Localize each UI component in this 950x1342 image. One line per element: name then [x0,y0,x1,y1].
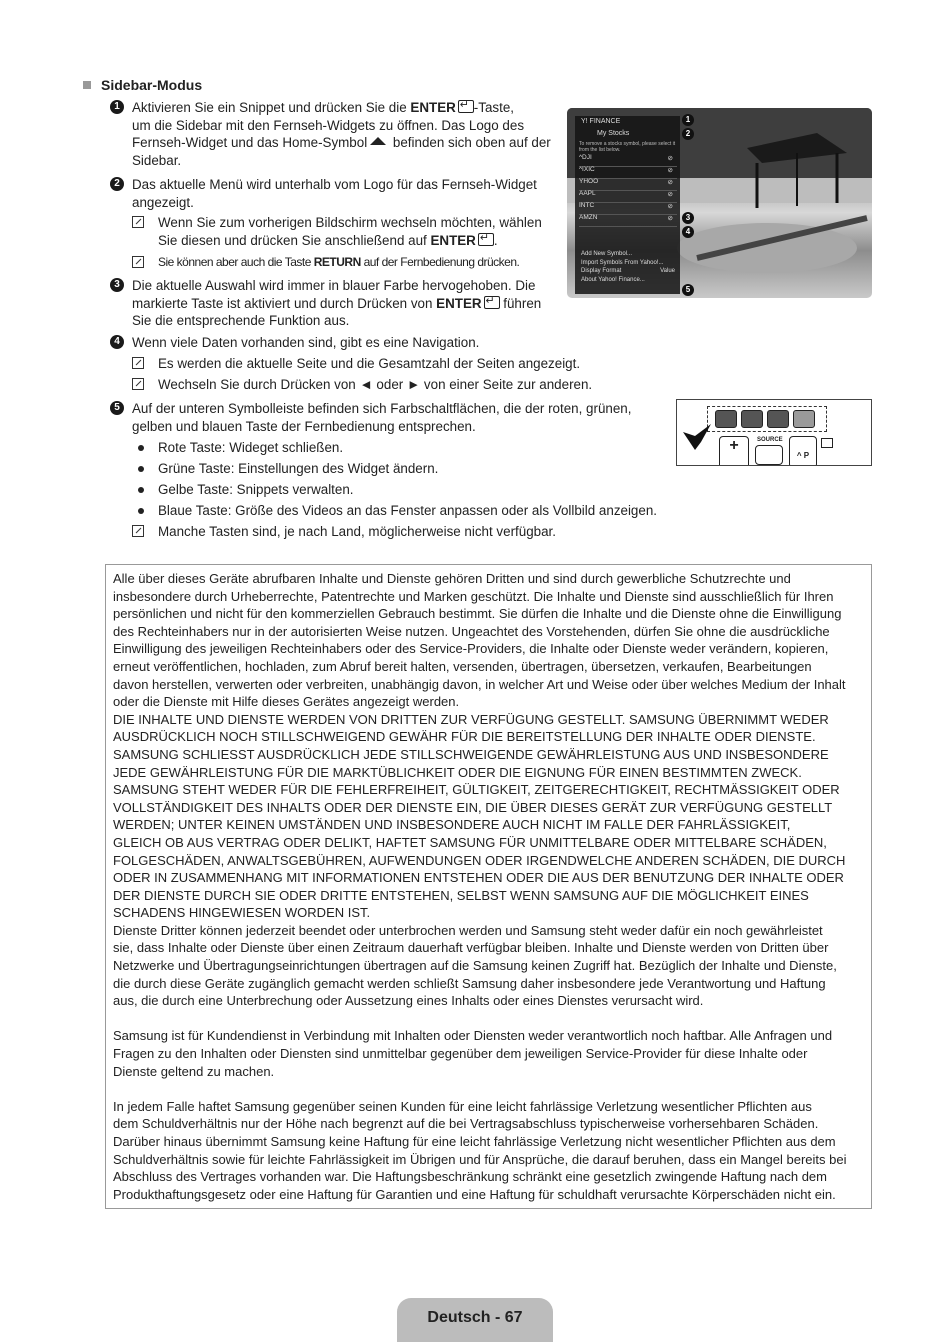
ticker-row: ^IXIC ⊘ [579,166,677,179]
note: Es werden die aktuelle Seite und die Gesamtzahl der Seiten angezeigt. [132,355,652,373]
enter-icon [478,233,494,246]
disclaimer-paragraph-1: Alle über dieses Geräte abrufbaren Inhalte und Dienste gehören Dritten und sind durch gewerbliche Schutzrechte und insbesondere durch Urheberrechte, Patentrechte und Marken geschützt. Die Inhalte und Dienste sind ausschließlich für Ihren persönlichen und nicht für den kommerziellen Gebrauch bestimmt. Sie dürfen die Inhalte und die Dienste ohne die Einwilligung des Rechteinhabers nur in der autorisierten Weise nutzen. Ungeachtet des Vorstehenden, dürfen Sie ohne die ausdrückliche Einwilligung des jeweiligen Rechteinhabers oder des Service-Providers, die Inhalte oder Dienste weder verändern, kopieren, erneut veröffentlichen, hochladen, zum Abruf bereit halten, versenden, übertragen, übersetzen, verkaufen, Bearbeitungen davon herstellen, verwerten oder verbreiten, unabhängig davon, in welcher Art und Weise oder über welches Medium der Inhalt oder die Dienste mit Hilfe dieses Gerätes angezeigt werden. [113,571,846,710]
square-bullet-icon [83,81,91,89]
remove-icon: ⊘ [667,179,673,186]
remove-icon: ⊘ [667,167,673,174]
enter-icon [458,100,474,113]
note: Wechseln Sie durch Drücken von ◄ oder ► von einer Seite zur anderen. [132,376,652,394]
callout-4: 4 [682,226,694,238]
step-4: 4 Wenn viele Daten vorhanden sind, gibt es eine Navigation. [110,334,610,352]
legal-disclaimer-box [105,564,872,1209]
note-icon [132,357,144,369]
volume-plus-button: + [719,436,749,466]
source-button [755,445,783,465]
page-footer: Deutsch - 67 [397,1298,553,1342]
home-icon [370,137,386,145]
red-button [715,410,737,428]
step-number-1: 1 [110,100,124,114]
ticker-row: YHOO ⊘ [579,178,677,191]
section-title: Sidebar-Modus [83,77,202,93]
callout-2: 2 [682,128,694,140]
callout-3: 3 [682,212,694,224]
pointer-arrow-icon [681,422,713,452]
note-icon [132,256,144,268]
channel-up-button: ^ P [789,436,817,466]
note-icon [132,525,144,537]
list-item: Blaue Taste: Größe des Videos an das Fenster anpassen oder als Vollbild anzeigen. [138,502,698,519]
disclaimer-paragraph-2: DIE INHALTE UND DIENSTE WERDEN VON DRITTEN ZUR VERFÜGUNG GESTELLT. SAMSUNG ÜBERNIMMT WEDER AUSDRÜCKLICH NOCH STILLSCHWEIGEND GEWÄHR FÜR DIE BEREITSTELLUNG DER INHALTE ODER DIENSTE. SAMSUNG SCHLIESST AUSDRÜCKLICH JEDE STILLSCHWEIGENDE GEWÄHRLEISTUNG AUS UND INSBESONDERE JEDE GEWÄHRLEISTUNG FÜR DIE MARKTÜBLICHKEIT ODER DIE EIGNUNG FÜR EINEN BESTIMMTEN ZWECK. SAMSUNG STEHT WEDER FÜR DIE FEHLERFREIHEIT, GÜLTIGKEIT, ZEITGERECHTIGKEIT, RECHTMÄSSIGKEIT ODER VOLLSTÄNDIGKEIT DES INHALTS ODER DER DIENSTE EIN, DIE ÜBER DIESES GERÄT ZUR VERFÜGUNG GESTELLT WERDEN; UNTER KEINEN UMSTÄNDEN UND INSBESONDERE AUCH NICHT IM FALLE DER FAHRLÄSSIGKEIT, GLEICH OB AUS VERTRAG ODER DELIKT, HAFTET SAMSUNG FÜR UNMITTELBARE ODER MITTELBARE SCHÄDEN, FOLGESCHÄDEN, ANWALTSGEBÜHREN, AUFWENDUNGEN ODER IRGENDWELCHE ANDEREN SCHÄDEN, DIE DURCH ODER IN ZUSAMMENHANG MIT INFORMATIONEN ENTSTEHEN ODER DIE AUS DER BENUTZUNG DER INHALTE ODER DER DIENSTE DURCH SIE ODER DRITTE ENTSTEHEN, SELBST WENN SAMSUNG AUF DIE MÖGLICHKEIT EINES SCHADENS HINGEWIESEN WORDEN IST. [113,711,846,921]
blue-button [793,410,815,428]
remove-icon: ⊘ [667,191,673,198]
list-item: Gelbe Taste: Snippets verwalten. [138,481,658,498]
note-icon [132,378,144,390]
yellow-button [767,410,789,428]
step-number-5: 5 [110,401,124,415]
ticker-row: AMZN ⊘ [579,214,677,227]
step-1: 1 Aktivieren Sie ein Snippet und drücken Sie die ENTER↵ -Taste, um die Sidebar mit den Fernseh-Widgets zu öffnen. Das Logo des Fernseh-Widget und das Home-Symbol befinden sich oben auf der Sidebar. [110,99,560,169]
remove-icon: ⊘ [667,203,673,210]
step-2: 2 Das aktuelle Menü wird unterhalb vom Logo für das Fernseh-Widget angezeigt. [110,176,560,211]
green-button [741,410,763,428]
note: Sie können aber auch die Taste RETURN auf der Fernbedienung drücken. [132,254,562,272]
widget-footer-menu: Add New Symbol... Import Symbols From Yahoo!... Display Format Value About Yahoo! Finance... [581,251,675,283]
note: Manche Tasten sind, je nach Land, möglicherweise nicht verfügbar. [132,523,672,541]
ticker-row: INTC ⊘ [579,202,677,215]
list-item: Grüne Taste: Einstellungen des Widget ändern. [138,460,658,477]
step-number-4: 4 [110,335,124,349]
remote-control-illustration: + SOURCE ^ P [676,399,872,466]
callout-5: 5 [682,284,694,296]
disclaimer-paragraph-5: In jedem Falle haftet Samsung gegenüber seinen Kunden für eine leicht fahrlässige Verletzung wesentlicher Pflichten aus dem Schuldverhältnis nur der Höhe nach begrenzt auf die bei Vertragsabschluss typischerweise vorhersehbaren Schäden. Darüber hinaus übernimmt Samsung keine Haftung für eine leicht fahrlässige Verletzung nicht wesentlicher Pflichten aus dem Schuldverhältnis sowie für leichte Fahrlässigkeit im Übrigen und für Ansprüche, die darauf beruhen, dass ein Mangel bereits bei Abschluss des Vertrages vorhanden war. Die Haftungsbeschränkung schränkt eine gesetzlich zwingende Haftung nach dem Produkthaftungsgesetz oder eine Haftung für Garantien und eine Haftung für schuldhaft verursachte Körperschäden nicht ein. [113,1098,847,1202]
callout-1: 1 [682,114,694,126]
list-item: Rote Taste: Wideget schließen. [138,439,658,456]
disclaimer-paragraph-3: Dienste Dritter können jederzeit beendet oder unterbrochen werden und Samsung steht weder dafür ein noch gewährleistet sie, dass Inhalte oder Dienste über einen Zeitraum dauerhaft verfügbar bleiben. Inhalte und Dienste werden von Dritten über Netzwerke und Übertragungseinrichtungen übertragen auf die Samsung keinen Zugriff hat. Bezüglich der Inhalte und Dienste, die durch diese Geräte zugänglich gemacht werden schließt Samsung daher insbesondere jede Verantwortung und Haftung aus, die durch eine Unterbrechung oder Aussetzung eines Inhalts oder eines Dienstes verursacht wird. [113,922,837,1009]
step-5: 5 Auf der unteren Symbolleiste befinden sich Farbschaltflächen, die der roten, grünen, gelben und blauen Taste der Fernbedienung entsprechen. [110,400,670,435]
tv-widget-screenshot: Y! FINANCE My Stocks To remove a stocks symbol, please select it from the list below. ^DJI ⊘ ^IXIC ⊘ YHOO ⊘ AAPL ⊘ INTC ⊘ AMZN ⊘ Add New Symbol... Import Symbols From Yahoo!... Display Format Value About Yahoo! Finance... 1 2 3 4 5 [567,108,872,298]
step-number-3: 3 [110,278,124,292]
ticker-row: ^DJI ⊘ [579,154,677,167]
remove-icon: ⊘ [667,155,673,162]
note-icon [132,216,144,228]
step-number-2: 2 [110,177,124,191]
chevron-up-icon: ^ [796,451,802,460]
note: Wenn Sie zum vorherigen Bildschirm wechseln möchten, wählen Sie diesen und drücken Sie anschließend auf ENTER↵ . [132,214,562,249]
step-3: 3 Die aktuelle Auswahl wird immer in blauer Farbe hervogehoben. Die markierte Taste ist aktiviert und durch Drücken von ENTER↵ führen Sie die entsprechende Funktion aus. [110,277,560,330]
ticker-row: AAPL ⊘ [579,190,677,203]
disclaimer-paragraph-4: Samsung ist für Kundendienst in Verbindung mit Inhalten oder Diensten weder verantwortlich noch haftbar. Alle Anfragen und Fragen zu den Inhalten oder Diensten sind unmittelbar gegenüber dem jeweiligen Service-Provider für diese Inhalte oder Dienste geltend zu machen. [113,1028,833,1079]
enter-icon [484,296,500,309]
menu-icon [821,438,833,448]
remove-icon: ⊘ [667,215,673,222]
